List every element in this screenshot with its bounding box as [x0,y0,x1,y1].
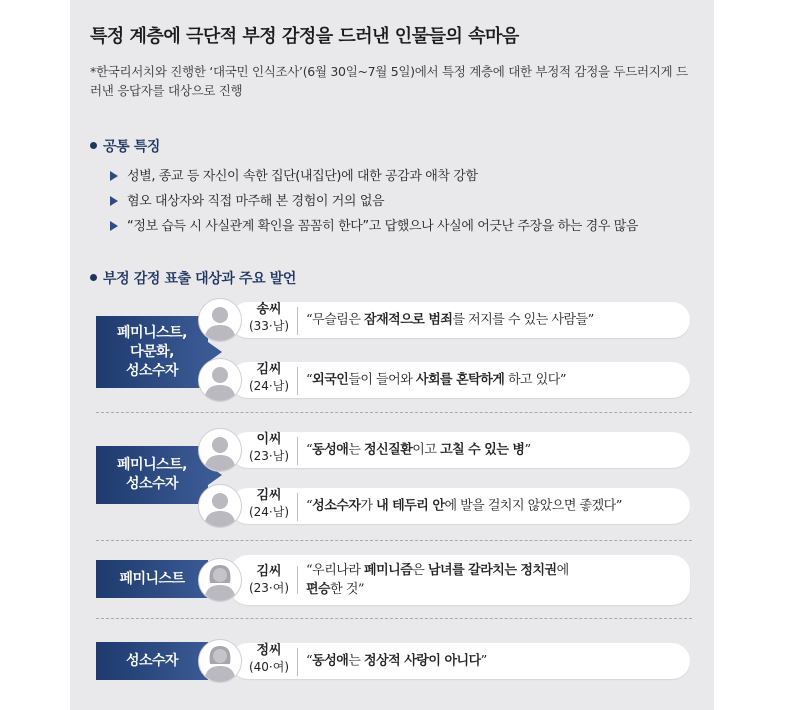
triangle-bullet-icon [110,221,118,231]
triangle-bullet-icon [110,196,118,206]
triangle-bullet-icon [110,171,118,181]
quote-card [230,432,690,468]
list-item [110,214,638,239]
speaker-age-gender: (24·남) [248,505,290,519]
feature-text: “정보 습득 시 사실관계 확인을 꼼꼼히 한다”고 답했으나 사실에 어긋난 주장을 하는 경우 많음 [127,219,639,234]
speaker-info [244,643,294,675]
quote-card [230,555,690,605]
quote-card [230,643,690,679]
group-divider [96,412,692,413]
speaker-name: 송씨 [256,302,282,317]
list-item [110,164,638,189]
quote-emphasis: 동성애 [312,653,349,669]
separator [297,493,298,521]
separator [297,437,298,465]
speaker-name: 김씨 [256,564,282,579]
speaker-age-gender: (23·남) [248,449,290,463]
list-item [110,189,638,214]
quote-text: “외국인들이 들어와 사회를 혼탁하게 하고 있다” [306,372,566,388]
speaker-age-gender: (33·남) [248,319,290,333]
quote-card [230,362,690,398]
speaker-name: 정씨 [256,643,282,658]
speaker-info [244,302,294,334]
person-avatar-icon [198,428,242,472]
quote-emphasis: 사회를 혼탁하게 [415,372,505,388]
separator [297,367,298,395]
group-label-2: 페미니스트, 성소수자 [96,446,208,504]
quote-emphasis: 외국인 [312,372,349,388]
speaker-name: 김씨 [256,362,282,377]
person-avatar-icon [198,639,242,683]
quote-emphasis: 성소수자 [312,498,361,514]
quote-emphasis: 동성애 [312,442,349,458]
person-avatar-icon [198,358,242,402]
group-label-4: 성소수자 [96,642,208,680]
common-heading-label: 공통 특징 [103,139,160,155]
group-divider [96,618,692,619]
bullet-dot-icon [90,274,97,281]
separator [297,566,298,594]
separator [297,648,298,676]
common-heading [90,136,160,156]
quote-emphasis: 고칠 수 있는 병 [440,442,525,458]
person-avatar-icon [198,298,242,342]
quote-text: “무슬림은 잠재적으로 범죄를 저지를 수 있는 사람들” [306,312,594,328]
quote-emphasis: 내 테두리 안 [376,498,445,514]
feature-text: 혐오 대상자와 직접 마주해 본 경험이 거의 없음 [127,194,385,209]
group-divider [96,540,692,541]
quote-text: “성소수자가 내 테두리 안에 발을 걸치지 않았으면 좋겠다” [306,498,622,514]
quote-emphasis: 남녀를 갈라치는 정치권 [427,563,557,578]
statements-heading-label: 부정 감정 표출 대상과 주요 발언 [103,271,296,287]
person-avatar-icon [198,484,242,528]
page-title: 특정 계층에 극단적 부정 감정을 드러낸 인물들의 속마음 [90,26,519,47]
quote-emphasis: 편승 [306,582,331,597]
speaker-info [244,362,294,394]
speaker-age-gender: (23·여) [248,581,290,595]
separator [297,307,298,335]
speaker-info [244,432,294,464]
speaker-age-gender: (40·여) [248,660,290,674]
statements-heading [90,268,296,288]
feature-text: 성별, 종교 등 자신이 속한 집단(내집단)에 대한 공감과 애착 강함 [127,169,478,184]
quote-emphasis: 페미니즘 [364,563,413,578]
quote-emphasis: 잠재적으로 범죄 [364,312,453,328]
group-label-3: 페미니스트 [96,560,208,598]
speaker-name: 이씨 [256,432,282,447]
group-label-1: 페미니스트, 다문화, 성소수자 [96,316,208,388]
speaker-info [244,488,294,520]
person-avatar-icon [198,558,242,602]
quote-card [230,302,690,338]
quote-text: “동성애는 정신질환이고 고칠 수 있는 병” [306,442,531,458]
common-features-list [110,164,638,239]
speaker-name: 김씨 [256,488,282,503]
speaker-info [244,564,294,596]
quote-text: “동성애는 정상적 사랑이 아니다” [306,653,487,669]
quote-text: “우리나라 페미니즘은 남녀를 갈라치는 정치권에 편승한 것” [306,563,569,597]
bullet-dot-icon [90,142,97,149]
quote-emphasis: 정신질환 [364,442,413,458]
quote-card [230,488,690,524]
survey-note: *한국리서치와 진행한 ‘대국민 인식조사’(6월 30일~7월 5일)에서 특정 계층에 대한 부정적 감정을 두드러지게 드러낸 응답자를 대상으로 진행 [90,64,688,98]
speaker-age-gender: (24·남) [248,379,290,393]
quote-emphasis: 정상적 사랑이 아니다 [364,653,481,669]
